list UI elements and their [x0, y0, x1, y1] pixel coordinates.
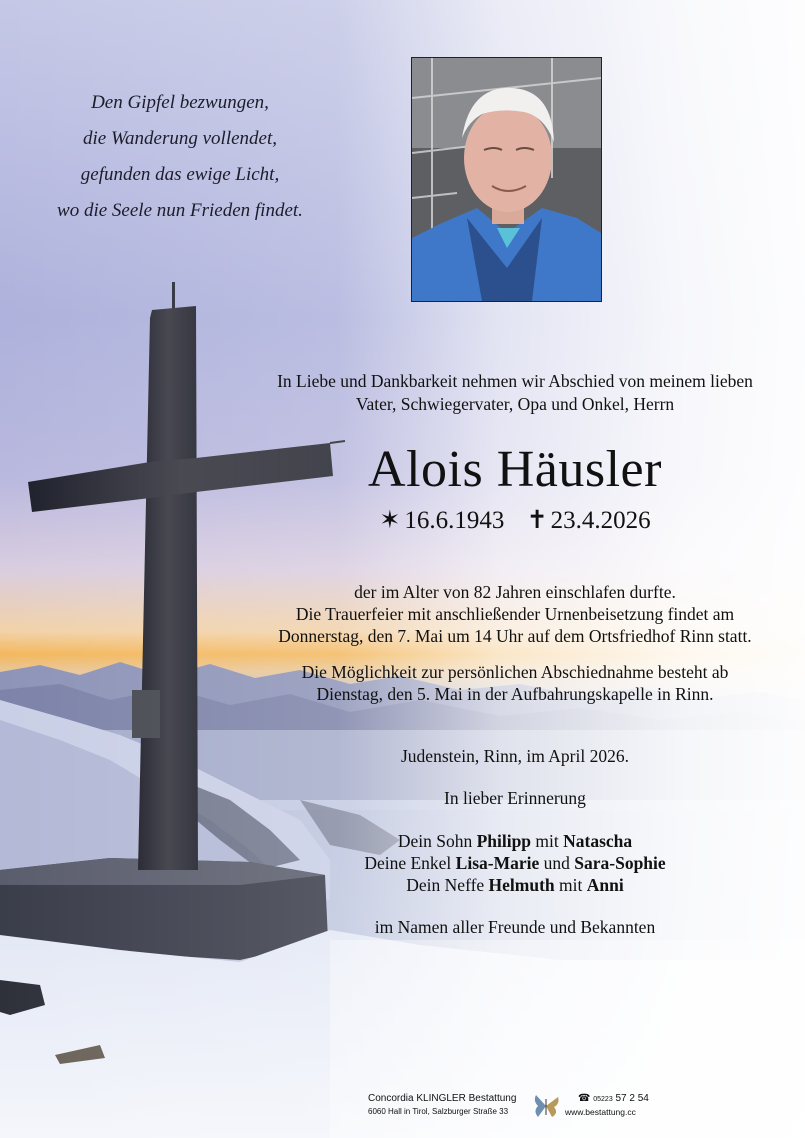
intro-line: Vater, Schwiegervater, Opa und Onkel, Herrn	[355, 394, 675, 414]
farewell-info-line: Die Möglichkeit zur persönlichen Abschiednahme besteht ab	[301, 662, 729, 682]
family-name: Helmuth	[488, 875, 555, 895]
funeral-info-line: Die Trauerfeier mit anschließender Urnenbeisetzung findet am	[295, 604, 735, 624]
funeral-home-website[interactable]: www.bestattung.cc	[565, 1107, 636, 1117]
birth-date-group	[379, 507, 510, 534]
life-dates	[330, 506, 700, 536]
family-list	[230, 830, 800, 896]
butterfly-icon	[532, 1093, 560, 1119]
deceased-name: Alois Häusler	[368, 441, 662, 498]
death-date-group	[511, 507, 651, 534]
birth-date: 16.6.1943	[404, 507, 505, 534]
funeral-home-phone	[578, 1093, 649, 1104]
phone-number: 57 2 54	[615, 1093, 649, 1104]
family-name: Anni	[586, 875, 624, 895]
closing-line: im Namen aller Freunde und Bekannten	[374, 917, 656, 937]
place-date: Judenstein, Rinn, im April 2026.	[401, 746, 629, 766]
family-row: Deine Enkel Lisa-Marie und Sara-Sophie	[364, 853, 666, 873]
poem-line: wo die Seele nun Frieden findet.	[57, 200, 303, 221]
intro-line: In Liebe und Dankbarkeit nehmen wir Abschied von meinem lieben	[277, 371, 753, 391]
funeral-home-name: Concordia KLINGLER Bestattung	[368, 1093, 517, 1104]
phone-prefix: 05223	[593, 1096, 613, 1103]
family-row: Dein Neffe Helmuth mit Anni	[406, 875, 624, 895]
family-row: Dein Sohn Philipp mit Natascha	[397, 831, 633, 851]
farewell-info	[230, 661, 800, 705]
poem	[20, 85, 340, 229]
funeral-info	[230, 581, 800, 647]
farewell-info-line: Dienstag, den 5. Mai in der Aufbahrungskapelle in Rinn.	[316, 684, 714, 704]
funeral-home-address: 6060 Hall in Tirol, Salzburger Straße 33	[368, 1107, 509, 1116]
poem-line: die Wanderung vollendet,	[82, 128, 277, 149]
family-name: Sara-Sophie	[574, 853, 666, 873]
family-name: Philipp	[476, 831, 532, 851]
funeral-home-footer	[360, 1093, 680, 1123]
family-name: Lisa-Marie	[455, 853, 540, 873]
cross-icon: ✝	[526, 507, 548, 534]
portrait-photo	[411, 57, 602, 302]
remembrance-line: In lieber Erinnerung	[444, 788, 586, 808]
death-date: 23.4.2026	[550, 507, 651, 534]
star-icon: ✶	[379, 507, 401, 534]
telephone-icon: ☎	[578, 1093, 591, 1104]
intro-text	[230, 370, 800, 416]
poem-line: Den Gipfel bezwungen,	[91, 92, 269, 113]
poem-line: gefunden das ewige Licht,	[80, 164, 280, 185]
funeral-info-line: der im Alter von 82 Jahren einschlafen durfte.	[354, 582, 676, 602]
funeral-info-line: Donnerstag, den 7. Mai um 14 Uhr auf dem Ortsfriedhof Rinn statt.	[278, 626, 752, 646]
family-name: Natascha	[563, 831, 633, 851]
